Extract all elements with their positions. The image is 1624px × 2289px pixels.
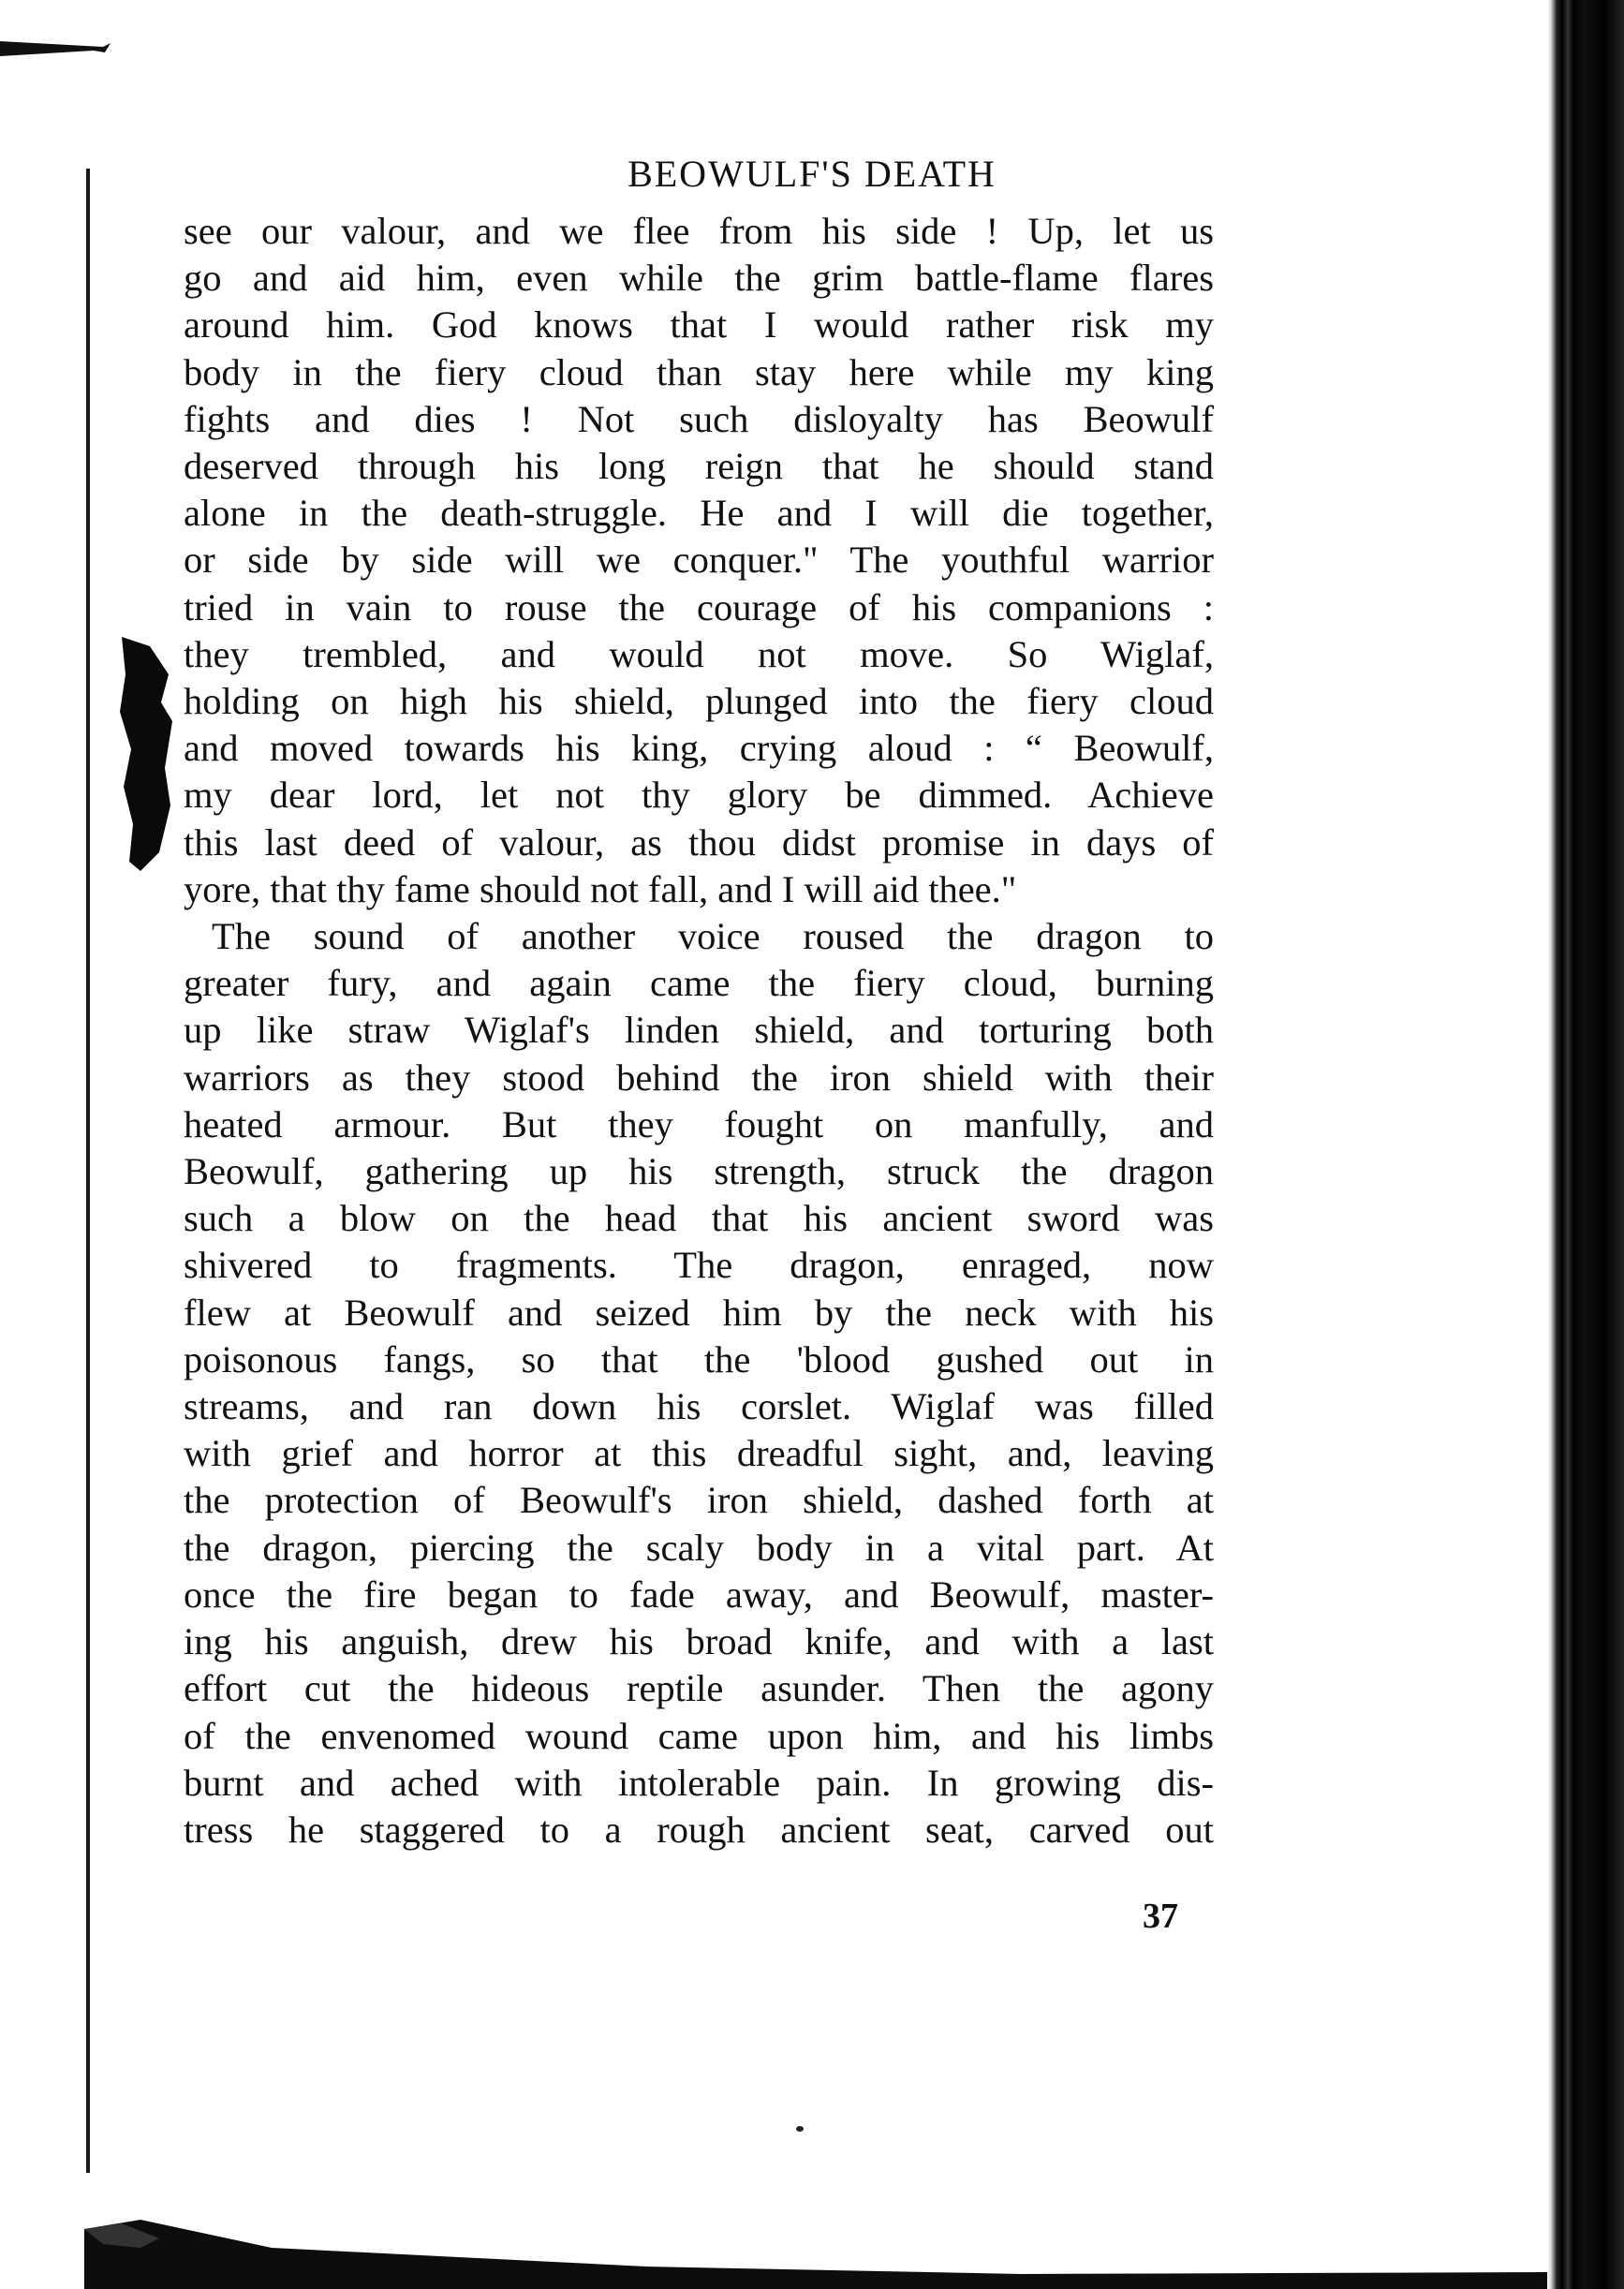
text-line: and moved towards his king, crying aloud : “ Beowulf,	[184, 727, 1214, 770]
text-line: this last deed of valour, as thou didst promise in days of	[184, 820, 1214, 864]
text-line: holding on high his shield, plunged into the fiery cloud	[184, 680, 1214, 723]
text-line: greater fury, and again came the fiery cloud, burning	[184, 962, 1214, 1005]
page-number: 37	[1143, 1897, 1178, 1936]
text-line: yore, that thy fame should not fall, and I will aid thee."	[184, 867, 1017, 910]
text-line: flew at Beowulf and seized him by the neck with his	[184, 1291, 1214, 1334]
scan-edge-bottom	[84, 2192, 1547, 2289]
text-line: burnt and ached with intolerable pain. In growing dis-	[184, 1761, 1214, 1804]
text-line: The sound of another voice roused the dragon to	[212, 915, 1214, 958]
text-line: alone in the death-struggle. He and I will die together,	[184, 492, 1214, 535]
text-line: poisonous fangs, so that the 'blood gushed out in	[184, 1337, 1214, 1381]
text-line: body in the fiery cloud than stay here while my king	[184, 350, 1214, 393]
text-line: they trembled, and would not move. So Wiglaf,	[184, 632, 1214, 675]
running-head: BEOWULF'S DEATH	[627, 153, 997, 195]
text-line: around him. God knows that I would rather risk my	[184, 303, 1214, 347]
text-line: tried in vain to rouse the courage of his companions :	[184, 585, 1214, 628]
text-line: or side by side will we conquer." The youthful warrior	[184, 539, 1214, 582]
scan-speck	[796, 2126, 804, 2132]
text-line: my dear lord, let not thy glory be dimmed. Achieve	[184, 774, 1214, 817]
text-line: see our valour, and we flee from his side ! Up, let us	[184, 210, 1214, 252]
text-line: fights and dies ! Not such disloyalty has Beowulf	[184, 397, 1214, 440]
text-line: warriors as they stood behind the iron shield with their	[184, 1056, 1214, 1099]
text-line: streams, and ran down his corslet. Wiglaf was filled	[184, 1385, 1214, 1428]
text-line: tress he staggered to a rough ancient seat, carved out	[184, 1808, 1214, 1851]
scan-edge-left	[86, 169, 90, 2173]
scan-mark-top	[0, 37, 112, 58]
text-line: heated armour. But they fought on manfully, and	[184, 1102, 1214, 1145]
text-line: such a blow on the head that his ancient sword was	[184, 1197, 1214, 1240]
text-line: with grief and horror at this dreadful sight, and, leaving	[184, 1432, 1214, 1475]
text-line: the dragon, piercing the scaly body in a vital part. At	[184, 1526, 1214, 1569]
text-line: go and aid him, even while the grim battle-flame flares	[184, 257, 1214, 300]
text-line: up like straw Wiglaf's linden shield, and torturing both	[184, 1009, 1214, 1052]
text-line: ing his anguish, drew his broad knife, and with a last	[184, 1620, 1214, 1663]
text-line: of the envenomed wound came upon him, and his limbs	[184, 1714, 1214, 1757]
text-line: effort cut the hideous reptile asunder. Then the agony	[184, 1667, 1214, 1710]
scan-edge-right	[1547, 0, 1624, 2289]
body-text	[184, 208, 1214, 1853]
text-line: deserved through his long reign that he should stand	[184, 445, 1214, 488]
text-line: Beowulf, gathering up his strength, struck the dragon	[184, 1150, 1214, 1193]
text-line: once the fire began to fade away, and Beowulf, master-	[184, 1573, 1214, 1616]
text-line: shivered to fragments. The dragon, enraged, now	[184, 1244, 1214, 1287]
ink-blot	[112, 637, 178, 871]
text-line: the protection of Beowulf's iron shield, dashed forth at	[184, 1479, 1214, 1522]
